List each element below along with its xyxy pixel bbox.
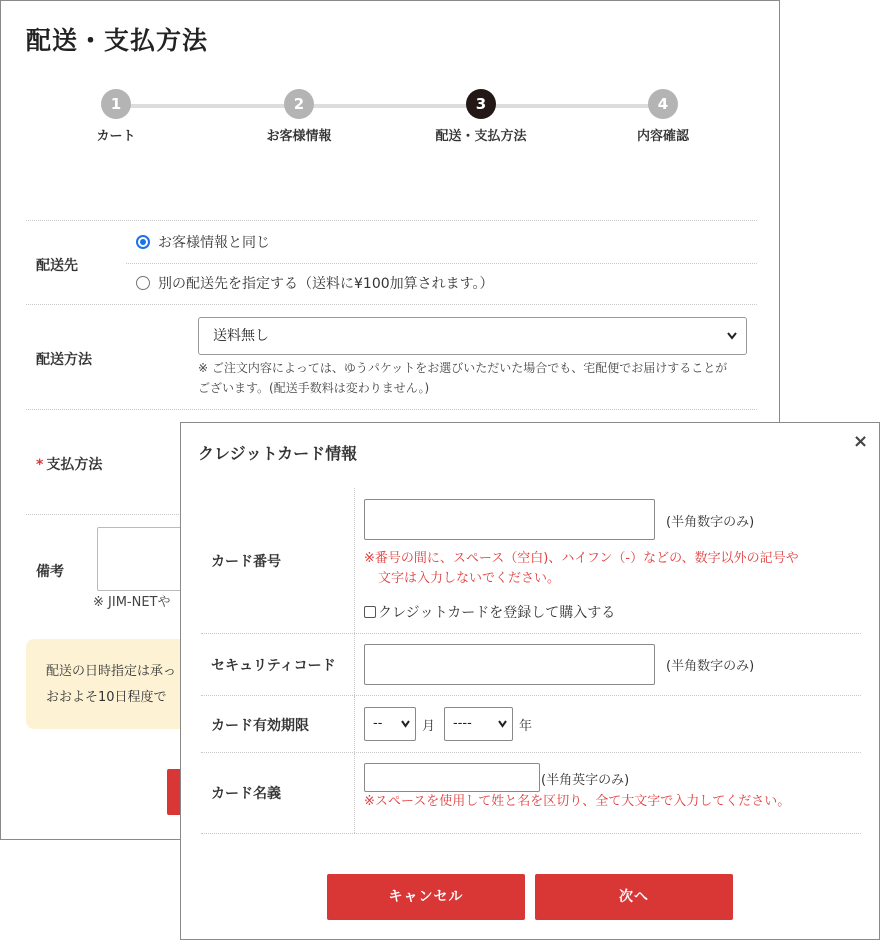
row-card-name	[201, 753, 861, 834]
divider	[354, 488, 355, 633]
expiry-year-select[interactable]	[444, 707, 513, 741]
modal-title: クレジットカード情報	[198, 444, 358, 463]
card-name-hint: (半角英字のみ)	[541, 773, 630, 788]
radio-label: 別の配送先を指定する（送料に¥100加算されます。）	[158, 276, 494, 292]
step-number: 4	[648, 89, 678, 119]
note-line: ※ ご注文内容によっては、ゆうパケットをお選びいただいた場合でも、宅配便でお届けすることが	[198, 361, 728, 375]
shipping-address-label: 配送先	[36, 258, 78, 274]
register-card-checkbox[interactable]	[364, 602, 615, 622]
row-card-expiry	[201, 696, 861, 753]
step-number: 2	[284, 89, 314, 119]
radio-same-as-customer[interactable]	[136, 232, 270, 252]
warning-line: ※番号の間に、スペース（空白)、ハイフン（-）などの、数字以外の記号や	[364, 551, 799, 566]
radio-unchecked-icon[interactable]	[136, 276, 150, 290]
shipping-method-label: 配送方法	[36, 352, 92, 368]
step-label: 配送・支払方法	[435, 129, 527, 144]
page-title: 配送・支払方法	[26, 26, 209, 55]
card-expiry-label: カード有効期限	[211, 718, 309, 734]
step-shipping-payment	[401, 89, 561, 144]
next-button[interactable]: 次へ	[535, 874, 733, 920]
radio-other-address[interactable]	[136, 273, 494, 293]
row-shipping-address	[26, 220, 757, 304]
cancel-button[interactable]: キャンセル	[327, 874, 525, 920]
step-label: 内容確認	[636, 129, 689, 144]
stepper-line	[116, 104, 662, 108]
payment-method-label	[36, 454, 102, 474]
card-number-input[interactable]	[364, 499, 655, 540]
chevron-down-icon	[497, 708, 508, 753]
step-number: 1	[101, 89, 131, 119]
divider	[354, 753, 355, 833]
step-cart	[36, 89, 196, 144]
info-line: 配送の日時指定は承っ	[46, 664, 177, 679]
checkbox-icon[interactable]	[364, 606, 376, 618]
card-number-warning	[364, 549, 799, 589]
required-mark: *	[36, 457, 44, 473]
info-line: おおよそ10日程度で	[46, 690, 167, 705]
chevron-down-icon	[400, 708, 411, 753]
shipping-method-select[interactable]	[198, 317, 747, 355]
step-confirm	[583, 89, 743, 144]
shipping-method-note	[198, 358, 753, 398]
selected-value: --	[373, 716, 383, 731]
radio-checked-icon[interactable]	[136, 235, 150, 249]
card-number-hint: (半角数字のみ)	[666, 515, 755, 530]
security-code-label: セキュリティコード	[211, 658, 336, 674]
year-unit: 年	[519, 719, 533, 734]
selected-value: 送料無し	[213, 328, 269, 344]
checkbox-label: クレジットカードを登録して購入する	[378, 605, 616, 621]
note-line: ございます。(配送手数料は変わりません。)	[198, 381, 430, 395]
card-name-label: カード名義	[211, 786, 281, 802]
close-icon[interactable]: ×	[853, 431, 869, 452]
divider	[126, 263, 757, 264]
step-label: お客様情報	[266, 129, 332, 144]
step-number: 3	[466, 89, 496, 119]
security-code-input[interactable]	[364, 644, 655, 685]
expiry-month-select[interactable]	[364, 707, 416, 741]
card-number-label: カード番号	[211, 554, 281, 570]
row-card-number	[201, 488, 861, 634]
progress-stepper	[21, 89, 761, 159]
selected-value: ----	[453, 716, 472, 731]
security-code-hint: (半角数字のみ)	[666, 659, 755, 674]
remarks-label: 備考	[36, 564, 64, 580]
warning-line: 文字は入力しないでください。	[378, 571, 561, 586]
step-customer-info	[219, 89, 379, 144]
row-shipping-method	[26, 304, 757, 409]
payment-method-text: 支払方法	[46, 457, 103, 473]
card-name-warning: ※スペースを使用して姓と名を区切り、全て大文字で入力してください。	[364, 794, 791, 809]
radio-label: お客様情報と同じ	[158, 235, 270, 251]
row-security-code	[201, 634, 861, 696]
credit-card-modal	[180, 422, 880, 940]
divider	[354, 696, 355, 752]
month-unit: 月	[422, 719, 436, 734]
divider	[354, 634, 355, 695]
card-name-input[interactable]	[364, 763, 540, 792]
step-label: カート	[96, 129, 136, 144]
remarks-note: ※ JIM-NETや	[93, 595, 171, 610]
